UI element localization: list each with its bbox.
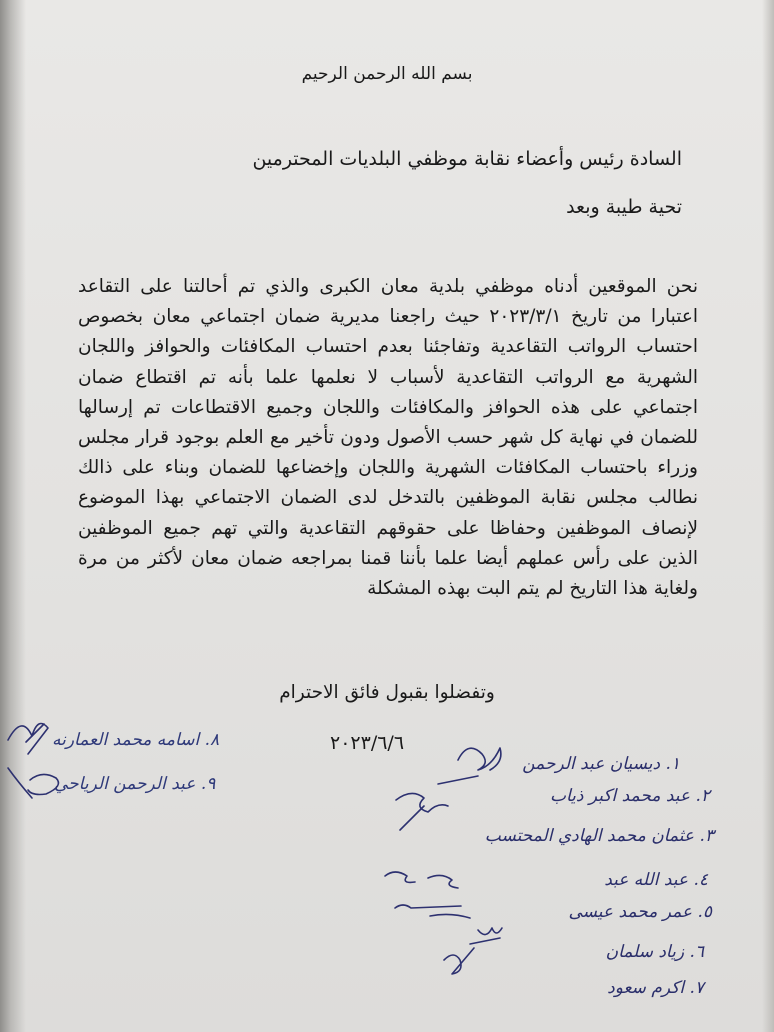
signature-line: ٨. اسامه محمد العمارنه — [52, 730, 220, 750]
signature-line: ٥. عمر محمد عيسى — [568, 902, 712, 922]
letter-greeting: تحية طيبة وبعد — [566, 196, 682, 218]
letter-date: ٢٠٢٣/٦/٦ — [330, 732, 405, 754]
signature-line: ٤. عبد الله عبد — [604, 870, 708, 890]
signature-line: ٣. عثمان محمد الهادي المحتسب — [484, 826, 714, 846]
letter-addressee: السادة رئيس وأعضاء نقابة موظفي البلديات المحترمين — [252, 148, 682, 170]
letter-body: نحن الموقعين أدناه موظفي بلدية معان الكبرى والذي تم أحالتنا على التقاعد اعتبارا من تاريخ ٢٠٢٣/٣/١ حيث راجعنا مديرية ضمان اجتماعي معان بخصوص احتساب الرواتب التقاعدية وتفاجئنا بعدم احتساب المكافئات والحوافز واللجان الشهرية مع الرواتب التقاعدية لأسباب لا نعلمها علما بأنه تم اقتطاع ضمان اجتماعي على هذه الحوافز والمكافئات واللجان وجميع الاقتطاعات تم إرسالها للضمان في نهاية كل شهر حسب الأصول ودون تأخير مع العلم بوجود قرار مجلس وزراء باحتساب المكافئات الشهرية واللجان وإخضاعها للضمان وبناء على ذالك نطالب مجلس نقابة الموظفين بالتدخل لدى الضمان الاجتماعي بهذا الموضوع لإنصاف الموظفين وحفاظا على حقوقهم التقاعدية والتي تهم جميع الموظفين الذين على رأس عملهم أيضا علما بأننا قمنا بمراجعه ضمان معان لأكثر من مرة ولغاية هذا التاريخ لم يتم البت بهذه المشكلة — [78, 276, 698, 600]
basmala-heading: بسم الله الرحمن الرحيم — [301, 64, 473, 84]
signature-line: ٧. اكرم سعود — [607, 978, 704, 998]
page-right-edge-shadow — [762, 0, 774, 1032]
signature-line: ٢. عبد محمد اكبر ذياب — [550, 786, 710, 806]
signature-line: ٩. عبد الرحمن الرياحي — [54, 774, 216, 794]
letter-closing: وتفضلوا بقبول فائق الاحترام — [279, 682, 495, 703]
signature-line: ١. ديسيان عبد الرحمن — [522, 754, 680, 774]
page-left-edge-shadow — [0, 0, 26, 1032]
signature-line: ٦. زياد سلمان — [605, 942, 704, 962]
